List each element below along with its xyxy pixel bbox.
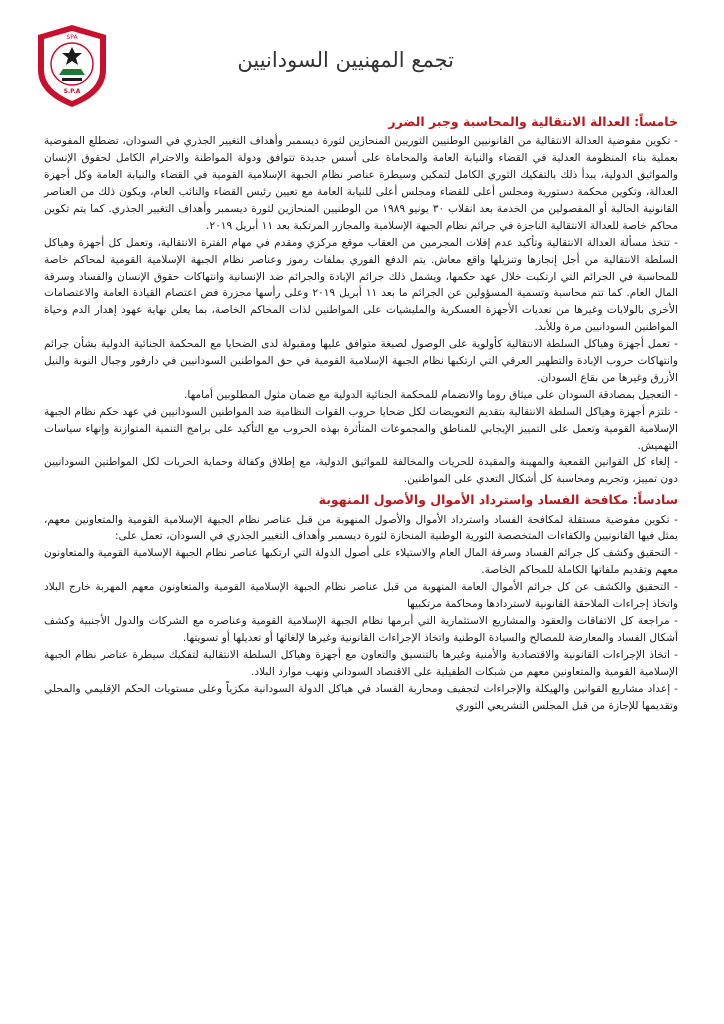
paragraph: - مراجعة كل الاتفاقات والعقود والمشاريع الاستثمارية التي أبرمها نظام الجبهة الإسلامية القومية وعناصره مع الشركات والدول الأجنبية وكشف أشكال الفساد والمعارضة للمصالح والسيادة الوطنية واتخاذ الإجراءات القانونية وغيرها لإلغائها أو تعديلها أو تسويتها. <box>44 614 678 644</box>
document-body <box>44 110 678 714</box>
paragraph: - تلتزم أجهزة وهياكل السلطة الانتقالية بتقديم التعويضات لكل ضحايا حروب القوات النظامية ضد المواطنين السودانيين في عهد حكم نظام الجبهة الإسلامية القومية وتعمل على التمييز الإيجابي للمناطق والمجموعات المتأثرة بهذه الحروب مع التأكيد على برامج التنمية المتوازنة وإنهاء سياسات التهميش. <box>44 405 678 452</box>
paragraph: - التعجيل بمصادقة السودان على ميثاق روما والانضمام للمحكمة الجنائية الدولية مع ضمان مثول المطلوبين أمامها. <box>183 388 678 401</box>
paragraph: - التحقيق وكشف كل جرائم الفساد وسرقة المال العام والاستيلاء على أصول الدولة التي ارتكبها عناصر نظام الجبهة الإسلامية القومية والمتعاونون معهم وتقديم ملفاتها الكاملة للمحاكم الخاصة. <box>44 547 678 577</box>
document-header <box>22 22 702 108</box>
paragraph: - تتخذ مسألة العدالة الانتقالية وتأكيد عدم إفلات المجرمين من العقاب موقع مركزي ومقدم في مهام الفترة الانتقالية، وتعمل كل أجهزة وهياكل السلطة الانتقالية من أجل إنجازها وتنزيلها واقع معاش. يتم الدفع الفوري بملفات رموز وعناصر نظام الجبهة الإسلامية القومية لمحاكم خاصة للمحاسبة في الجرائم التي ارتكبت خلال عهد حكمها، ويشمل ذلك جرائم الإبادة والجرائم ضد الإنسانية وانتهاكات حقوق الإنسان والفساد وسرقة المال العام. كما تتم محاسبة وتسمية المسؤولين عن الجرائم ما بعد ١١ أبريل ٢٠١٩ وعلى رأسها مجزرة فض اعتصام القيادة العامة والاعتصامات الأخرى بالولايات وغيرها من تعديات الأجهزة العسكرية والمليشيات على المواطنين لذات المحاكم الخاصة، بما يعلن نهاية عهود إهدار الدم وحياة المواطنين السودانيين مرة وللأبد. <box>44 236 678 334</box>
paragraph: - تكوين مفوضية مستقلة لمكافحة الفساد واسترداد الأموال والأصول المنهوبة من قبل عناصر نظام الجبهة الإسلامية القومية والمتعاونين معهم، يمثل فيها القانونيين والكفاءات المتخصصة الثورية الوطنية المنحازة لثورة ديسمبر وأهداف التغيير الجذري في السودان، تعمل على: <box>44 513 678 543</box>
section-title-anti-corruption: سادساً: مكافحة الفساد واسترداد الأموال والأصول المنهوبة <box>318 492 678 508</box>
paragraph: - إلغاء كل القوانين القمعية والمهينة والمقيدة للحريات والمخالفة للمواثيق الدولية، مع إطلاق وكفالة وحماية الحريات لكل المواطنين السودانيين دون تمييز، وتجريم ومحاسبة كل أشكال التعدي على المواطنين. <box>44 456 678 486</box>
svg-text:SPA: SPA <box>66 34 78 41</box>
paragraph: - التحقيق والكشف عن كل جرائم الأموال العامة المنهوبة من قبل عناصر نظام الجبهة الإسلامية القومية والمتعاونون معهم المهربة خارج البلاد واتخاذ إجراءات الملاحقة القانونية لاستردادها ومحاكمة مرتكبيها <box>44 581 678 611</box>
section-title-transitional-justice: خامساً: العدالة الانتقالية والمحاسبة وجبر الضرر <box>388 114 678 129</box>
paragraph: - إعداد مشاريع القوانين والهيكلة والإجراءات لتجفيف ومحاربة الفساد في هياكل الدولة السودانية مكزياً وعلى مستويات الحكم الإقليمي والمحلي وتقديمها للإجازة من قبل المجلس التشريعي الثوري <box>44 682 678 712</box>
svg-text:S.P.A: S.P.A <box>63 88 81 95</box>
paragraph: - تكوين مفوضية العدالة الانتقالية من القانونيين الوطنيين الثوريين المنحازين لثورة ديسمبر وأهداف التغيير الجذري في السودان، تضطلع المفوضية بعملية بناء المنظومة العدلية في القضاء والنيابة العامة والمحاماة على أسس جديدة تتوافق ودولة المواطنة والاحترام الكامل لحقوق الإنسان والمواثيق الدولية، يبدأ ذلك بالتفكيك الثوري الكامل لتمكين وسيطرة عناصر نظام الجبهة الإسلامية القومية في القضاء والنيابة العامة وكل أجهزة العدالة، وتكوين محكمة دستورية ومجلس أعلى للقضاء ومجلس أعلى للنيابة العامة مع تعيين رئيس القضاء والنائب العام، ويكون ذلك من العناصر القانونية الحالية أو المفصولين من الخدمة بعد انقلاب ٣٠ يونيو ١٩٨٩ من الوطنيين المنحازين لثورة ديسمبر وأهداف التغيير الجذري. كما يتم تكوين محاكم خاصة للعدالة الانتقالية الناجزة في جرائم نظام الجبهة الإسلامية والمجازر المرتكبة بعد ١١ أبريل ٢٠١٩. <box>44 135 678 232</box>
organization-title: تجمع المهنيين السودانيين <box>237 48 454 72</box>
paragraph: - تعمل أجهزة وهياكل السلطة الانتقالية كأولوية على الوصول لصيغة متوافق عليها ومقبولة لدى الضحايا مع المحكمة الجنائية الدولية بشأن جرائم وانتهاكات حروب الإبادة والتطهير العرقي التي ارتكبها نظام الجبهة الإسلامية القومية في حق المواطنين السودانيين في دارفور وجبال النوبة والنيل الأزرق وغيرها من بقاع السودان. <box>44 338 678 384</box>
paragraph: - اتخاذ الإجراءات القانونية والاقتصادية والأمنية وغيرها بالتنسيق والتعاون مع أجهزة وهياكل السلطة الانتقالية لتفكيك سيطرة عناصر نظام الجبهة الإسلامية القومية والمتعاونين معهم من شبكات الطفيلية على الاقتصاد السوداني ونهب موارد البلاد. <box>44 648 678 678</box>
sudanese-professionals-association-logo <box>32 22 112 110</box>
